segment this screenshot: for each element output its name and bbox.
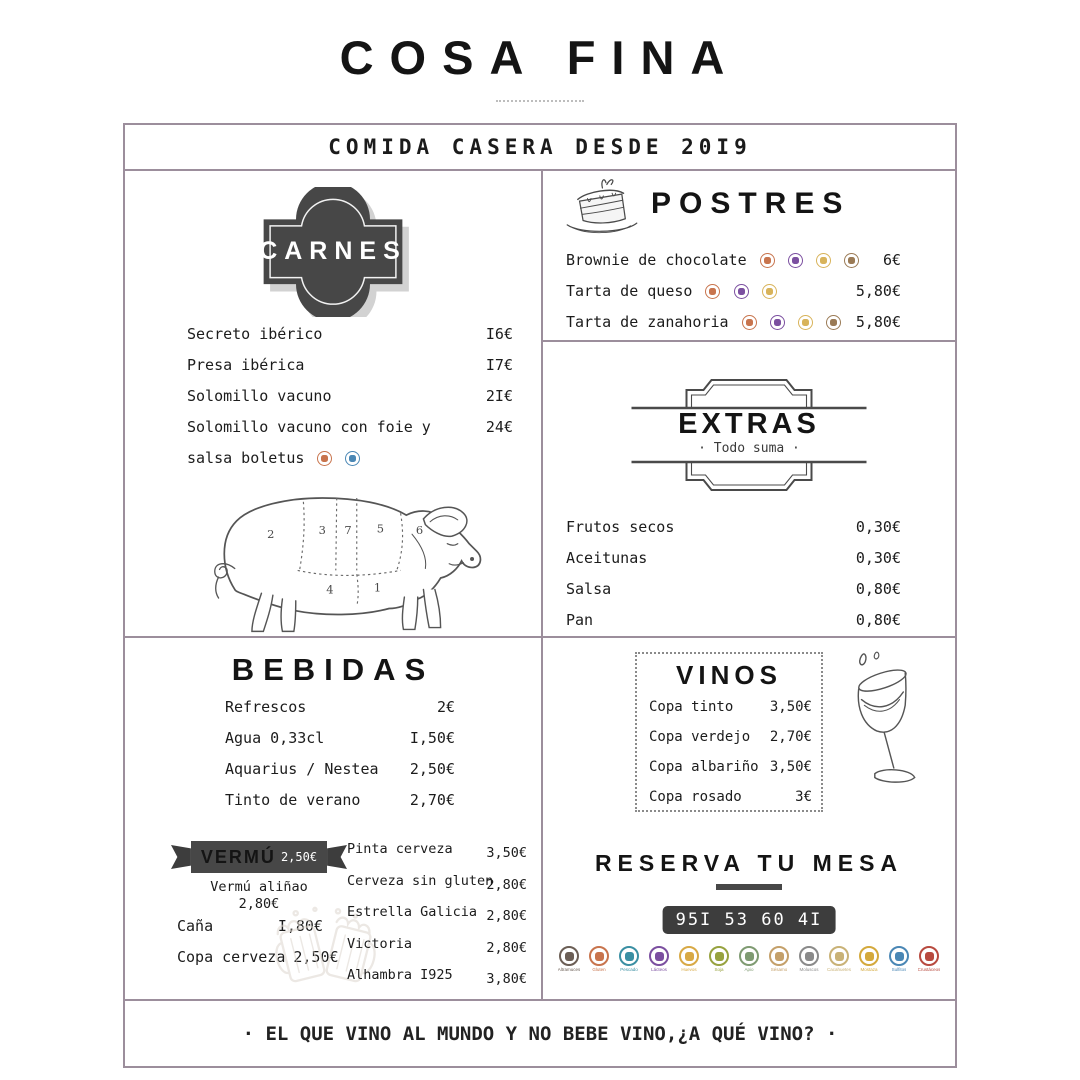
allergen-legend-item [557,946,581,973]
allergen-label: Lácteos [651,967,667,972]
extras-list [566,520,901,644]
menu-item-row [187,389,513,404]
allergen-legend-row [543,946,955,973]
item-price: I7€ [485,356,513,374]
allergen-sesamo-icon [769,946,789,966]
item-name: Refrescos [225,698,307,716]
item-price: I,50€ [409,729,455,747]
allergen-gluten-icon [317,451,332,466]
phone-number-badge: 95I 53 60 4I [663,906,836,934]
ribbon-tail-right [327,845,347,869]
allergen-legend-item [857,946,881,973]
allergen-label: Pescado [620,967,638,972]
postres-title: POSTRES [651,187,851,220]
menu-item-row [347,841,527,861]
menu-item-row [187,451,513,466]
item-price: 24€ [485,418,513,436]
allergen-gluten-icon [760,253,775,268]
allergen-label: Soja [714,967,724,972]
menu-item-row [566,613,901,628]
item-price: 2,50€ [409,760,455,778]
reserva-title: RESERVA TU MESA [594,850,904,876]
menu-item-row [566,253,901,268]
item-name: Copa verdejo [649,729,751,745]
item-price: 2,70€ [409,791,455,809]
menu-item-row [187,358,513,373]
menu-frame [123,123,957,1068]
item-name: Copa albariño [649,759,759,775]
item-price: 3€ [795,789,812,805]
item-price: 5,80€ [855,313,901,331]
carnes-list [187,327,513,482]
item-price: 0,30€ [855,549,901,567]
item-name: Agua 0,33cl [225,729,325,747]
allergen-legend-item [887,946,911,973]
section-carnes [125,169,541,636]
postres-list [566,253,901,346]
wine-glass-icon [833,646,928,814]
carnes-title: CARNES [259,237,407,265]
vermu-sub-label: Vermú aliñao [210,879,308,895]
menu-item-row [187,327,513,342]
section-vinos-reserva [543,638,955,999]
pig-section-number: 2 [267,526,275,541]
item-name: Frutos secos [566,518,675,536]
item-price: 3,50€ [769,759,812,775]
section-extras [543,344,955,636]
menu-item-row [347,872,527,893]
item-name: Aquarius / Nestea [225,760,379,778]
allergen-huevos-icon [816,253,831,268]
vermu-price: 2,50€ [280,850,318,864]
allergen-legend-item [617,946,641,973]
item-price: 6€ [882,251,901,269]
allergen-huevos-icon [762,284,777,299]
menu-item-row [225,793,455,808]
footer-quote: · EL QUE VINO AL MUNDO Y NO BEBE VINO,¿A QUÉ VINO? · [125,999,955,1066]
pig-section-number: 3 [318,523,326,538]
menu-item-row [649,790,812,804]
vinos-list [649,700,812,820]
pig-section-number: 4 [326,582,334,597]
vinos-title: VINOS [676,660,782,690]
item-price: 2,50€ [293,948,339,966]
menu-item-row [225,700,455,715]
item-name: Secreto ibérico [187,325,323,343]
allergen-apio-icon [739,946,759,966]
item-name [187,451,360,466]
pig-section-number: 1 [373,580,382,595]
allergen-lacteos-icon [649,946,669,966]
allergen-cacahuetes-icon [829,946,849,966]
cake-icon [557,173,647,239]
menu-item-row [566,520,901,535]
allergen-gluten-icon [589,946,609,966]
menu-item-row [649,760,812,774]
item-price: I,80€ [277,917,323,935]
ribbon-center [191,841,327,873]
item-price: 3,50€ [769,699,812,715]
menu-item-row [566,284,901,299]
allergen-gluten-icon [705,284,720,299]
allergen-crustaceos-icon [919,946,939,966]
allergen-label: Altramuces [557,967,581,972]
item-name: Cerveza sin gluten [347,872,494,889]
item-name [566,284,777,299]
menu-item-row [347,935,527,956]
vermu-label: VERMÚ [200,846,276,867]
allergen-huevos-icon [679,946,699,966]
menu-item-row [347,967,527,987]
allergen-soja-icon [709,946,729,966]
ribbon-tail-left [171,845,191,869]
extras-emblem [632,368,867,498]
bebidas-list [225,700,455,824]
item-name: Presa ibérica [187,356,305,374]
section-bebidas [125,638,541,999]
menu-item-row [649,700,812,714]
allergen-legend-item [707,946,731,973]
item-name-text: salsa boletus [187,449,305,467]
allergen-label: Cacahuetes [826,967,852,972]
item-name: Copa tinto [649,699,734,715]
allergen-label: Mostaza [860,967,878,972]
allergen-legend-item [737,946,761,973]
item-name-text: Tarta de zanahoria [566,313,729,331]
allergen-label: Crustáceos [917,967,941,972]
item-name [566,253,859,268]
allergen-legend-item [767,946,791,973]
item-name: Caña [177,917,214,935]
carnes-badge [241,187,426,319]
item-price: I6€ [485,325,513,343]
allergen-gluten-icon [742,315,757,330]
bebidas-right-list [347,842,527,1000]
allergen-label: Sésamo [770,967,788,972]
pig-section-number: 7 [344,523,352,538]
allergen-frutos-cascara-icon [826,315,841,330]
allergen-pescado-icon [619,946,639,966]
allergen-label: Gluten [592,967,606,972]
item-name: Aceitunas [566,549,648,567]
menu-item-row [566,582,901,597]
item-name [566,315,841,330]
item-price: 2,80€ [486,876,527,893]
vinos-box [635,652,823,812]
allergen-label: Sulfitos [891,967,907,972]
vermu-sub-price: 2,80€ [238,896,280,912]
allergen-lacteos-icon [770,315,785,330]
item-price: 2I€ [485,387,513,405]
page-title: COSA FINA [339,31,741,84]
item-name: Salsa [566,580,612,598]
item-name: Copa rosado [649,789,742,805]
allergen-label: Moluscos [799,967,819,972]
tagline-banner: COMIDA CASERA DESDE 20I9 [125,125,955,171]
item-price: 3,50€ [486,845,527,861]
allergen-sulfitos-icon [889,946,909,966]
item-name: Pinta cerveza [347,841,453,857]
allergen-label: Apio [744,967,754,972]
item-price: 2,80€ [486,939,527,956]
item-name: Estrella Galicia [347,904,478,920]
bebidas-title: BEBIDAS [231,652,435,687]
item-price: 2,80€ [486,908,527,924]
allergen-mostaza-icon [859,946,879,966]
allergen-huevos-icon [798,315,813,330]
item-price: 0,80€ [855,611,901,629]
item-price: 2€ [436,698,455,716]
allergen-sulfitos-icon [345,451,360,466]
item-price: 2,70€ [769,729,812,745]
item-name: Alhambra I925 [347,967,453,983]
menu-item-row [347,904,527,924]
reserva-underline [716,884,782,890]
allergen-legend-item [647,946,671,973]
item-name: Copa cerveza [177,948,286,966]
pig-section-number: 5 [376,521,385,536]
allergen-label: Huevos [681,967,697,972]
menu-item-row [566,551,901,566]
allergen-lacteos-icon [788,253,803,268]
item-price: 0,30€ [855,518,901,536]
menu-item-row [225,762,455,777]
extras-title: EXTRAS [678,408,820,440]
extras-subtitle: · Todo suma · [698,441,800,456]
item-price: 3,80€ [486,971,527,987]
pig-section-number: 6 [415,523,424,538]
allergen-legend-item [917,946,941,973]
item-name: Pan [566,611,594,629]
item-name: Victoria [347,935,413,952]
item-name-text: Tarta de queso [566,282,693,300]
allergen-frutos-cascara-icon [844,253,859,268]
menu-item-row [649,730,812,744]
menu-item-row [225,731,455,746]
item-name: Solomillo vacuno [187,387,332,405]
item-name: Solomillo vacuno con foie y [187,418,431,436]
allergen-legend-item [827,946,851,973]
item-name: Tinto de verano [225,791,361,809]
allergen-altramuces-icon [559,946,579,966]
vermu-ribbon [171,841,347,873]
menu-item-row [566,315,901,330]
section-postres [543,169,955,342]
item-name-text: Brownie de chocolate [566,251,747,269]
allergen-moluscos-icon [799,946,819,966]
title-divider [496,100,584,102]
allergen-lacteos-icon [734,284,749,299]
allergen-legend-item [587,946,611,973]
pig-cuts-diagram [189,477,494,639]
item-price: 0,80€ [855,580,901,598]
menu-item-row [187,420,513,435]
allergen-legend-item [797,946,821,973]
allergen-legend-item [677,946,701,973]
item-price: 5,80€ [855,282,901,300]
